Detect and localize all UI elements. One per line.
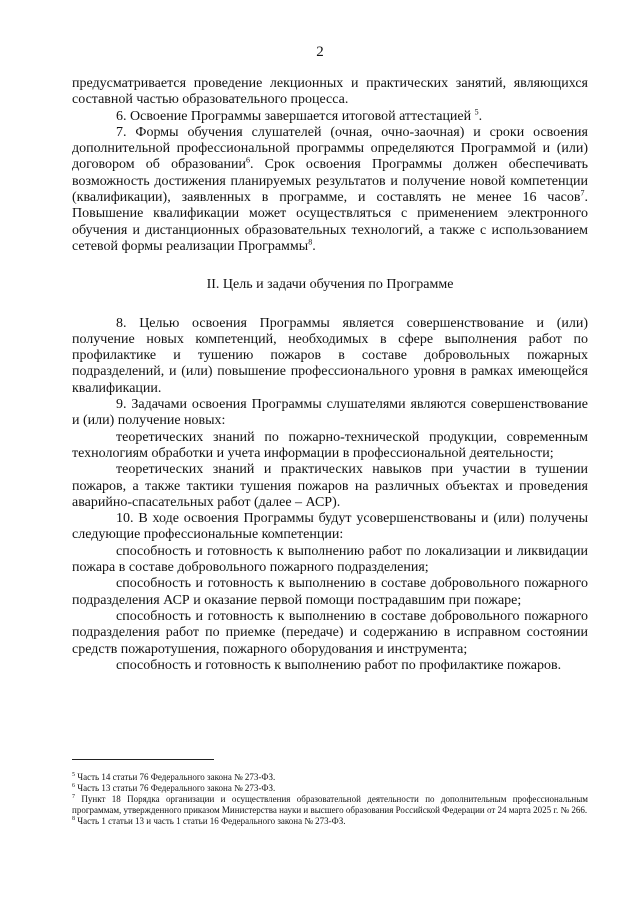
paragraph-6 xyxy=(72,106,588,125)
paragraph-7-part-3: . Повышение квалификации может осуществляться с применением электронного обучения и дистанционных образовательных технологий, а также с использованием сетевой формы реализации Программы xyxy=(72,190,588,254)
footnote-mark: 5 xyxy=(72,772,75,778)
footnote-ref-6: 6 xyxy=(245,155,250,165)
paragraph-9-item-1: теоретических знаний по пожарно-технической продукции, современным технологиям обработки и учета информации в профессиональной деятельности; xyxy=(72,429,588,461)
footnote-6 xyxy=(72,783,588,794)
footnote-mark: 7 xyxy=(72,794,75,800)
document-body xyxy=(72,76,588,674)
footnote-text: Часть 13 статьи 76 Федерального закона № 273-ФЗ. xyxy=(75,783,276,793)
footnote-text: Часть 14 статьи 76 Федерального закона № 273-ФЗ. xyxy=(75,772,276,782)
paragraph-9: 9. Задачами освоения Программы слушателями являются совершенствование и (или) получение новых: xyxy=(72,397,588,429)
footnote-divider xyxy=(72,759,214,760)
footnote-ref-5: 5 xyxy=(474,106,479,116)
footnote-text: Часть 1 статьи 13 и часть 1 статьи 16 Федерального закона № 273-ФЗ. xyxy=(75,816,346,826)
paragraph-6-end: . xyxy=(478,108,483,124)
paragraph-10-item-2: способность и готовность к выполнению в составе добровольного пожарного подразделения АСР и оказание первой помощи пострадавшим при пожаре; xyxy=(72,576,588,608)
footnote-ref-7: 7 xyxy=(580,188,585,198)
section-heading: II. Цель и задачи обучения по Программе xyxy=(206,277,454,293)
paragraph-10-item-3: способность и готовность к выполнению в составе добровольного пожарного подразделения работ по приемке (передаче) и содержанию в исправном состоянии средств пожаротушения, пожарного оборудования и инструмента; xyxy=(72,608,588,657)
paragraph-continuation: предусматривается проведение лекционных и практических занятий, являющихся составной частью образовательного процесса. xyxy=(72,76,588,108)
paragraph-7-part-2: . Срок освоения Программы должен обеспечивать возможность достижения планируемых результатов и получение новой компетенции (квалификации), заявленных в программе, и составлять не менее 16 часов xyxy=(72,157,588,206)
paragraph-10: 10. В ходе освоения Программы будут усовершенствованы и (или) получены следующие профессиональные компетенции: xyxy=(72,511,588,543)
page-number: 2 xyxy=(316,44,324,60)
paragraph-7-part-1: 7. Формы обучения слушателей (очная, очно-заочная) и сроки освоения дополнительной профессиональной программы определяются Программой и (или) договором об образовании xyxy=(72,124,588,173)
paragraph-6-text: 6. Освоение Программы завершается итоговой аттестацией xyxy=(116,108,472,124)
paragraph-10-item-1: способность и готовность к выполнению работ по локализации и ликвидации пожара в составе добровольного пожарного подразделения; xyxy=(72,543,588,576)
footnote-7 xyxy=(72,794,588,816)
paragraph-9-item-2: теоретических знаний и практических навыков при участии в тушении пожаров, а также тактики тушения пожаров на различных объектах и проведения аварийно-спасательных работ (далее – АСР). xyxy=(72,462,588,510)
paragraph-7 xyxy=(72,125,588,255)
footnote-mark: 6 xyxy=(72,783,75,789)
paragraph-10-item-4: способность и готовность к выполнению работ по профилактике пожаров. xyxy=(116,657,562,673)
paragraph-8: 8. Целью освоения Программы является совершенствование и (или) получение новых компетенций, необходимых в сфере выполнения работ по профилактике и тушению пожаров в составе добровольных пожарных подразделений, и (или) повышение профессионального уровня в рамках имеющейся квалификации. xyxy=(72,315,588,396)
footnote-text: Пункт 18 Порядка организации и осуществления образовательной деятельности по дополнительным профессиональным программам, утвержденного приказом Министерства науки и высшего образования Российской Федерации от 24 марта 2025 г. № 266. xyxy=(72,794,588,815)
footnote-ref-8: 8 xyxy=(308,237,313,247)
footnote-mark: 8 xyxy=(72,816,75,822)
footnote-8 xyxy=(72,816,588,827)
footnote-5 xyxy=(72,772,588,783)
paragraph-7-end: . xyxy=(312,238,316,254)
footnotes xyxy=(72,772,588,827)
